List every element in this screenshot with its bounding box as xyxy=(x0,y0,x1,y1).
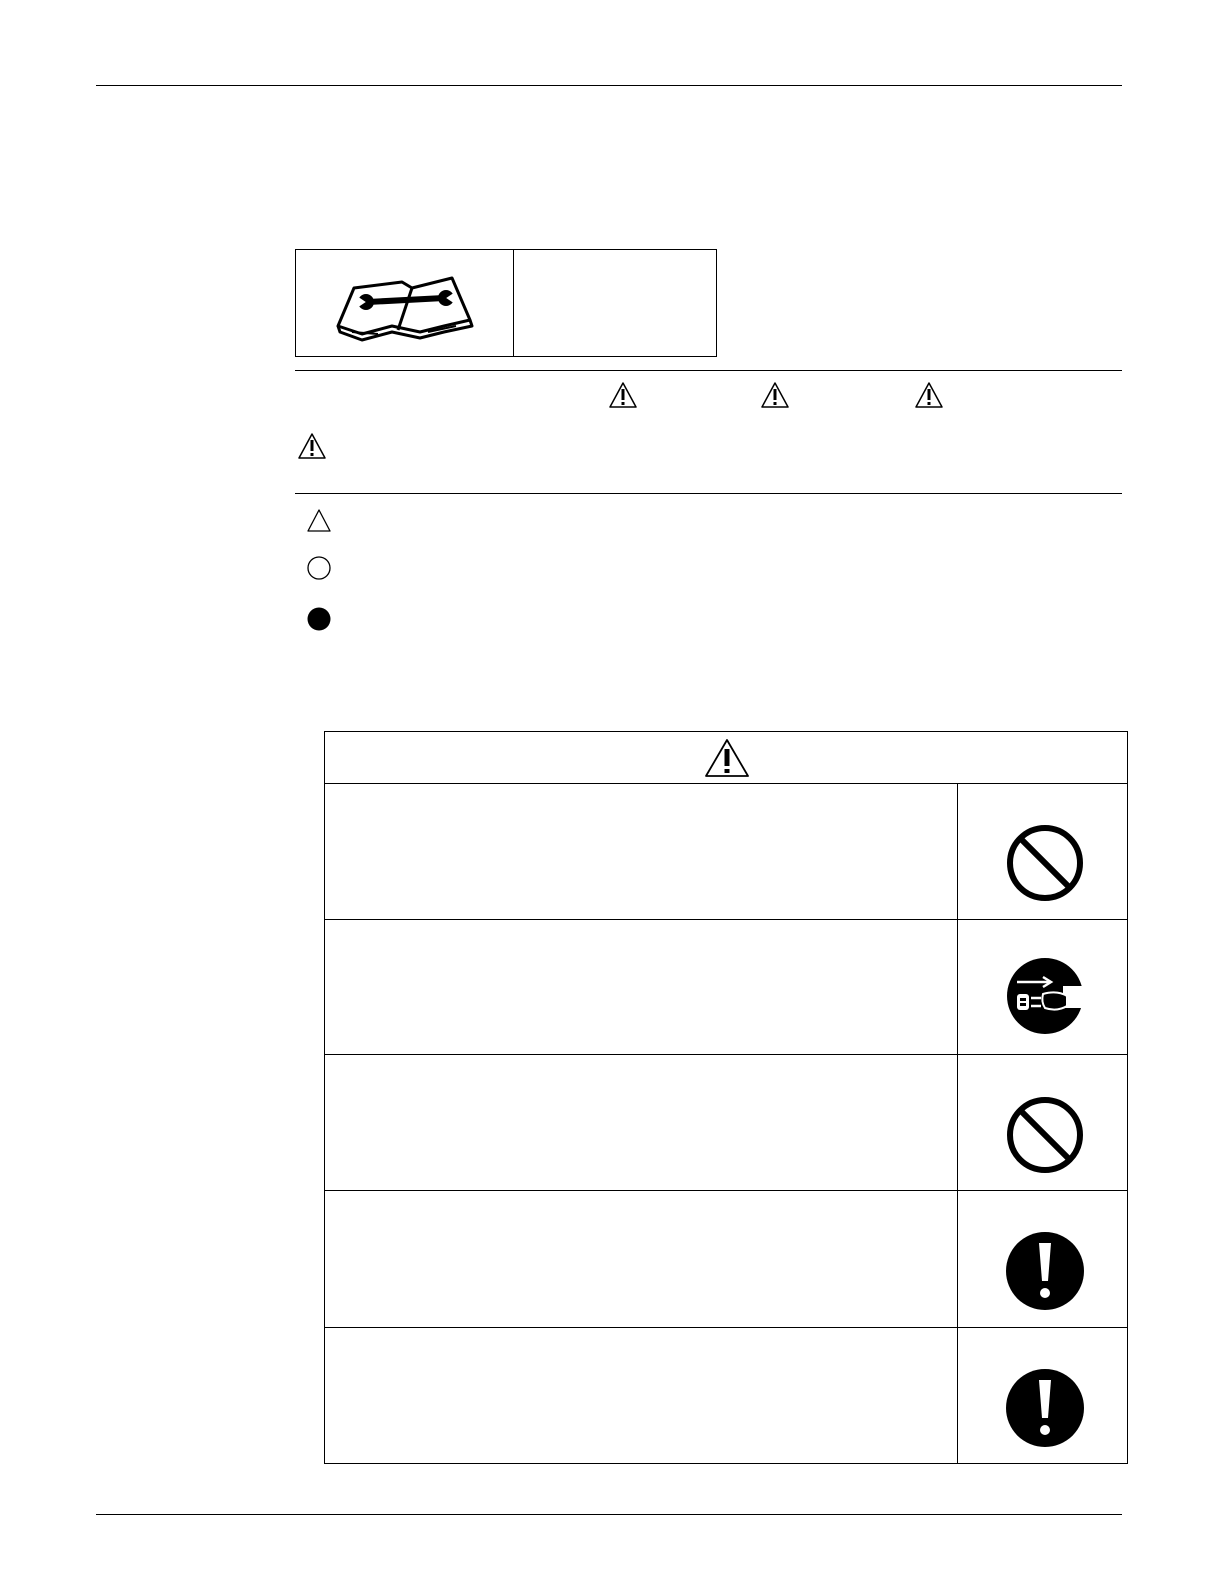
mandatory-action-icon xyxy=(1005,1368,1085,1448)
warning-table-header xyxy=(325,732,1127,784)
table-row xyxy=(325,1328,1127,1463)
warning-triangle-icon xyxy=(760,381,790,409)
section-rule-2 xyxy=(295,493,1122,494)
warning-triangle-icon xyxy=(914,381,944,409)
manual-reference-box xyxy=(295,249,717,357)
filled-circle-icon xyxy=(307,607,331,631)
table-row xyxy=(325,920,1127,1055)
bottom-rule xyxy=(96,1514,1122,1515)
warning-triangle-icon xyxy=(608,381,638,409)
prohibition-icon xyxy=(1005,823,1085,903)
unplug-power-icon xyxy=(1005,956,1085,1036)
table-row xyxy=(325,1191,1127,1328)
table-row xyxy=(325,784,1127,920)
service-manual-book-wrench-icon xyxy=(332,274,482,344)
section-rule-1 xyxy=(295,370,1122,371)
prohibition-icon xyxy=(1005,1095,1085,1175)
table-row xyxy=(325,1055,1127,1191)
outline-circle-icon xyxy=(307,556,331,580)
warning-triangle-icon xyxy=(297,432,327,460)
manual-icon-cell xyxy=(296,250,514,356)
mandatory-action-icon xyxy=(1005,1231,1085,1311)
warning-triangle-icon xyxy=(704,738,750,778)
outline-triangle-icon xyxy=(306,508,332,534)
warning-table xyxy=(324,731,1128,1464)
top-rule xyxy=(96,85,1122,86)
